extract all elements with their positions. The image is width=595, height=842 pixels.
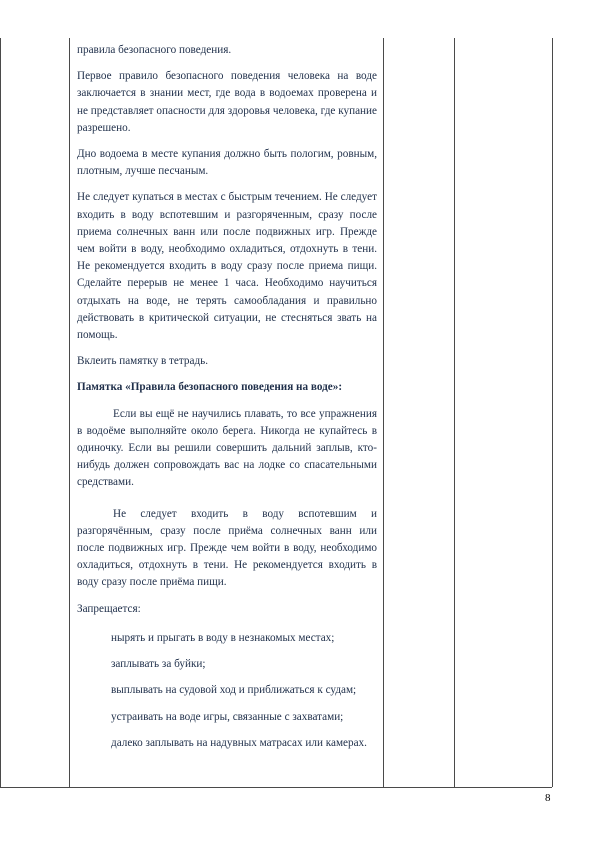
list-item: устраивать на воде игры, связанные с захватами; — [111, 710, 344, 723]
paragraph: Если вы ещё не научились плавать, то все упражнения в водоёме выполняйте около берега. Никогда не купайтесь в одиночку. Если вы решили совершить дальний заплыв, кто-нибудь должен сопровождать вас на лодке со спасательными средствами. — [77, 407, 377, 489]
page-number: 8 — [545, 792, 551, 804]
table-right-border — [552, 38, 553, 787]
paragraph: Не следует купаться в местах с быстрым течением. Не следует входить в воду вспотевшим и разгоряченным, сразу после приема солнечных ванн или после подвижных игр. Прежде чем войти в воду, необходимо охладиться, отдохнуть в тени. Не рекомендуется входить в воду сразу после приема пищи. Сделайте перерыв не менее 1 часа. Необходимо научиться отдыхать на воде, не терять самообладания и правильно действовать в критической ситуации, не стесняться звать на помощь. — [77, 191, 377, 342]
table-column-divider — [383, 38, 384, 787]
list-item: заплывать за буйки; — [111, 658, 206, 671]
paragraph: Не следует входить в воду вспотевшим и разгорячённым, сразу после приёма солнечных ванн или после подвижных игр. Прежде чем войти в воду, необходимо охладиться, отдохнуть в тени. Не рекомендуется входить в воду сразу после приёма пищи. — [77, 507, 377, 589]
table-column-divider — [69, 38, 70, 787]
lesson-content-cell — [77, 42, 377, 761]
paragraph: Первое правило безопасного поведения человека на воде заключается в знании мест, где вода в водоемах проверена и не представляет опасности для здоровья человека, где купание разрешено. — [77, 70, 377, 134]
paragraph: Вклеить памятку в тетрадь. — [77, 355, 209, 368]
forbidden-title: Запрещается: — [77, 602, 141, 615]
list-item: выплывать на судовой ход и приближаться к судам; — [111, 684, 357, 697]
paragraph: Дно водоема в месте купания должно быть пологим, ровным, плотным, лучше песчаным. — [77, 148, 377, 178]
memo-title: Памятка «Правила безопасного поведения на воде»: — [77, 381, 343, 394]
table-left-border — [0, 38, 1, 787]
list-item: нырять и прыгать в воду в незнакомых местах; — [111, 631, 335, 644]
table-bottom-border — [0, 787, 552, 788]
list-item: далеко заплывать на надувных матрасах или камерах. — [111, 736, 367, 749]
table-column-divider — [454, 38, 455, 787]
paragraph: правила безопасного поведения. — [77, 44, 232, 56]
